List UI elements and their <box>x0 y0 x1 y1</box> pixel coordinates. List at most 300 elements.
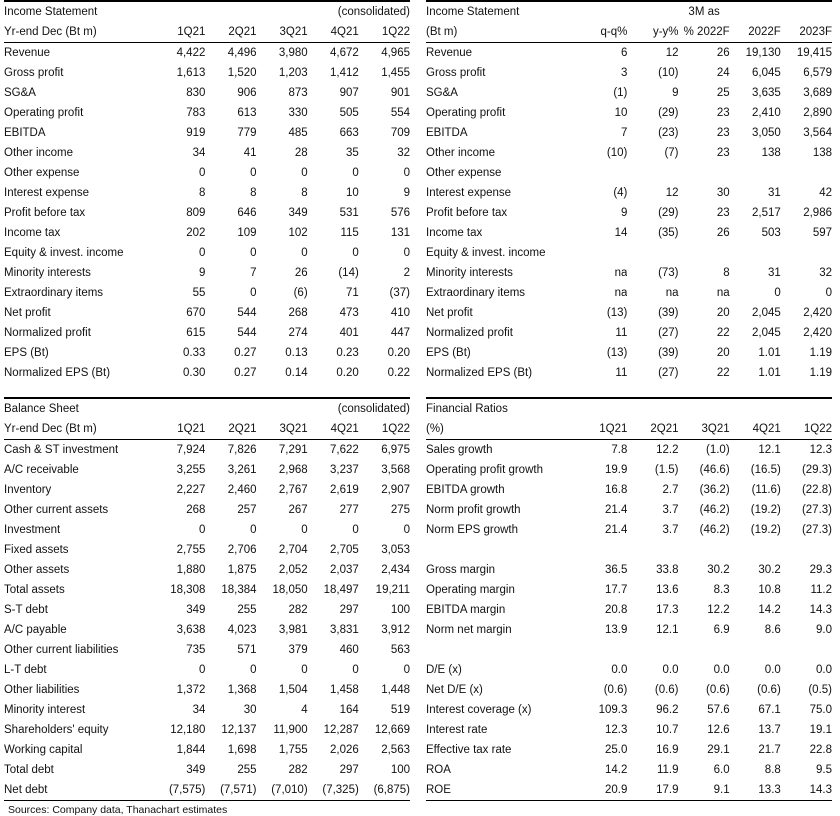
table-row <box>4 183 410 203</box>
row-value: 4,496 <box>227 47 257 59</box>
row-label: Profit before tax <box>4 207 86 219</box>
row-value: 255 <box>237 604 257 616</box>
income-statement-historical-rows <box>4 43 410 384</box>
row-value: 42 <box>819 187 832 199</box>
row-value <box>576 540 627 560</box>
row-value: 19.1 <box>809 724 832 736</box>
row-value <box>576 243 627 263</box>
table-row <box>4 203 410 223</box>
row-value: 519 <box>390 704 410 716</box>
row-value: 33.8 <box>656 564 679 576</box>
row-value: 3,831 <box>330 624 359 636</box>
row-value: 2,026 <box>330 744 359 756</box>
row-value: (23) <box>658 127 679 139</box>
row-value: 6.0 <box>713 764 730 776</box>
row-label: Interest coverage (x) <box>426 704 532 716</box>
table-row <box>426 243 832 263</box>
balance-sheet-title: Balance Sheet <box>4 398 154 419</box>
row-value: 0 <box>774 287 781 299</box>
row-value: 0.0 <box>611 664 628 676</box>
row-value: 11,900 <box>273 724 308 736</box>
row-label: EPS (Bt) <box>4 347 49 359</box>
row-label: Income tax <box>4 227 61 239</box>
row-value: 3,564 <box>803 127 832 139</box>
row-value: 1.01 <box>758 367 781 379</box>
row-value: (35) <box>658 227 679 239</box>
row-value <box>627 640 678 660</box>
row-value: 16.9 <box>656 744 679 756</box>
financial-ratios-header-row <box>426 419 832 440</box>
row-value: 10 <box>346 187 359 199</box>
row-value: 1,203 <box>278 67 308 79</box>
row-label: Norm EPS growth <box>426 524 519 536</box>
row-value: 26 <box>716 227 730 239</box>
row-label: Gross profit <box>4 67 64 79</box>
row-value: 410 <box>390 307 410 319</box>
row-value: 282 <box>288 604 308 616</box>
row-value: 2,410 <box>752 107 781 119</box>
row-value: 267 <box>288 504 308 516</box>
row-value: 96.2 <box>656 704 679 716</box>
column-header-1q22: 1Q22 <box>359 22 410 43</box>
row-value: 615 <box>186 327 206 339</box>
row-value: 0 <box>250 287 257 299</box>
fr-column-header-4q21: 4Q21 <box>730 419 781 440</box>
row-value: 4,422 <box>176 47 206 59</box>
table-row <box>4 323 410 343</box>
row-value: 0.14 <box>285 367 308 379</box>
balance-sheet-table <box>4 397 410 801</box>
row-value: (22.8) <box>801 484 832 496</box>
row-value: 1,455 <box>381 67 410 79</box>
row-value: 2,563 <box>381 744 410 756</box>
row-value: 131 <box>390 227 410 239</box>
row-value: (39) <box>658 307 679 319</box>
income-statement-historical-body <box>4 1 410 43</box>
row-value: 109 <box>237 227 257 239</box>
row-value: 164 <box>339 704 359 716</box>
row-value: 1,368 <box>227 684 257 696</box>
row-value: 0 <box>250 167 257 179</box>
bs-column-header-3q21: 3Q21 <box>257 419 308 440</box>
row-value: 30 <box>716 187 730 199</box>
fr-column-header-2q21: 2Q21 <box>627 419 678 440</box>
row-value: 12.1 <box>656 624 679 636</box>
row-value: 3,237 <box>330 464 359 476</box>
row-value: 544 <box>237 307 257 319</box>
row-value: 14.3 <box>781 780 832 801</box>
table-row <box>4 123 410 143</box>
table-row <box>4 540 410 560</box>
row-value: 1,504 <box>278 684 308 696</box>
row-value: 0 <box>352 167 359 179</box>
row-label: Profit before tax <box>426 207 508 219</box>
row-value: 1,755 <box>278 744 308 756</box>
row-value: 13.3 <box>730 780 781 801</box>
row-value: 0 <box>250 524 257 536</box>
row-value: 2,052 <box>278 564 308 576</box>
row-value: 2,706 <box>227 544 257 556</box>
row-label: Total debt <box>4 764 54 776</box>
row-value: (1.0) <box>706 444 730 456</box>
table-row <box>4 43 410 64</box>
forecast-header-row <box>426 22 832 43</box>
row-label: Norm net margin <box>426 624 512 636</box>
row-value: (16.5) <box>750 464 781 476</box>
row-label: Other assets <box>4 564 70 576</box>
row-value: 1,458 <box>330 684 359 696</box>
row-value: (10) <box>606 147 628 159</box>
table-row <box>4 83 410 103</box>
row-value: 906 <box>237 87 257 99</box>
row-value: 3,635 <box>752 87 781 99</box>
row-value: 14.2 <box>758 604 781 616</box>
row-value: 21.4 <box>604 504 628 516</box>
row-label: Interest rate <box>426 724 488 736</box>
row-label: Effective tax rate <box>426 744 512 756</box>
row-value: 7,291 <box>278 444 308 456</box>
bs-column-header-1q22: 1Q22 <box>359 419 410 440</box>
row-value: 32 <box>397 147 410 159</box>
row-value: 709 <box>390 127 410 139</box>
row-value: 25.0 <box>604 744 628 756</box>
row-value: 6,045 <box>752 67 781 79</box>
table-row <box>4 303 410 323</box>
row-value: 28 <box>294 147 308 159</box>
row-value: (29) <box>658 207 679 219</box>
row-value <box>781 640 832 660</box>
table-row <box>426 283 832 303</box>
section-gap-left <box>4 383 410 397</box>
row-value: 2,767 <box>278 484 308 496</box>
row-label: Norm profit growth <box>426 504 521 516</box>
row-label: Operating profit growth <box>426 464 543 476</box>
row-value: 12.6 <box>707 724 730 736</box>
row-value: 12,287 <box>323 724 359 736</box>
row-value: 3,255 <box>176 464 206 476</box>
row-value: 71 <box>346 287 359 299</box>
row-value: 1,698 <box>227 744 257 756</box>
row-value: 26 <box>716 47 730 59</box>
row-value: (0.6) <box>654 684 679 696</box>
row-value: 554 <box>390 107 410 119</box>
row-value: na <box>716 287 730 299</box>
income-statement-title-row <box>4 1 410 22</box>
row-value: 10.8 <box>758 584 781 596</box>
row-value: 109.3 <box>598 704 628 716</box>
row-value: 330 <box>288 107 308 119</box>
row-value: 2,045 <box>752 307 781 319</box>
row-value: 613 <box>237 107 257 119</box>
row-label: Normalized profit <box>426 327 513 339</box>
row-value: 0 <box>403 524 410 536</box>
table-row <box>426 263 832 283</box>
row-label: Other current liabilities <box>4 644 119 656</box>
row-label: Other current assets <box>4 504 109 516</box>
row-value: 11.9 <box>656 764 679 776</box>
table-row <box>426 63 832 83</box>
row-value: 1,372 <box>176 684 206 696</box>
row-value: 297 <box>339 764 359 776</box>
row-value: 19.9 <box>604 464 628 476</box>
row-value: 1.19 <box>809 347 832 359</box>
row-label: Net profit <box>4 307 51 319</box>
row-value: 19,211 <box>375 584 410 596</box>
balance-sheet-consolidated-note: (consolidated) <box>308 398 410 419</box>
fc-title-filler-1 <box>576 1 627 22</box>
row-value: 447 <box>390 327 410 339</box>
row-value: 21.7 <box>758 744 781 756</box>
row-value: 75.0 <box>809 704 832 716</box>
table-row <box>4 660 410 680</box>
table-row <box>426 740 832 760</box>
row-label: SG&A <box>4 87 36 99</box>
row-value: 13.6 <box>656 584 679 596</box>
row-value: 1,448 <box>381 684 410 696</box>
fr-column-header-1q21: 1Q21 <box>576 419 627 440</box>
row-label: Equity & invest. income <box>4 247 124 259</box>
row-value: 9.5 <box>816 764 832 776</box>
row-value: 9 <box>403 187 410 199</box>
table-row <box>4 760 410 780</box>
row-value: 3,053 <box>381 544 410 556</box>
row-value <box>627 163 678 183</box>
row-label: Income tax <box>426 227 483 239</box>
row-value: 11.2 <box>810 584 832 596</box>
row-label: EBITDA growth <box>426 484 505 496</box>
row-value: 0.0 <box>662 664 679 676</box>
table-row <box>4 223 410 243</box>
fr-column-header-3q21: 3Q21 <box>679 419 730 440</box>
row-value: 14.2 <box>604 764 628 776</box>
row-label: Normalized EPS (Bt) <box>426 367 533 379</box>
row-value: 22 <box>716 367 730 379</box>
row-label: A/C payable <box>4 624 67 636</box>
row-value: 12,137 <box>221 724 257 736</box>
row-value: 34 <box>192 704 206 716</box>
row-value: 0.20 <box>387 347 410 359</box>
balance-sheet-header-row <box>4 419 410 440</box>
bs-column-header-1q21: 1Q21 <box>154 419 205 440</box>
row-value: 2,890 <box>803 107 832 119</box>
row-label: Working capital <box>4 744 83 756</box>
table-row <box>426 700 832 720</box>
fc-title-filler-4 <box>781 1 832 22</box>
row-value <box>576 640 627 660</box>
row-label: Other income <box>426 147 496 159</box>
row-value: 12,180 <box>170 724 206 736</box>
row-value <box>679 640 730 660</box>
row-value: 0.27 <box>234 347 257 359</box>
income-statement-header-row <box>4 22 410 43</box>
row-value: 3,689 <box>803 87 832 99</box>
row-value: 7 <box>250 267 257 279</box>
row-value <box>679 540 730 560</box>
row-value: 9 <box>620 207 628 219</box>
row-value: 12.3 <box>604 724 628 736</box>
financial-ratios-title-row <box>426 398 832 419</box>
table-row <box>426 780 832 801</box>
row-value: 8.6 <box>764 624 781 636</box>
row-value: 9.0 <box>816 624 832 636</box>
row-value: 0 <box>250 664 257 676</box>
column-header-4q21: 4Q21 <box>308 22 359 43</box>
table-row <box>426 460 832 480</box>
row-value: 297 <box>339 604 359 616</box>
row-value: (0.6) <box>706 684 730 696</box>
row-value: 0.20 <box>336 367 359 379</box>
row-value: (6,875) <box>359 780 410 801</box>
row-label: Inventory <box>4 484 52 496</box>
row-value <box>576 163 627 183</box>
row-value: 6 <box>620 47 628 59</box>
column-header-2022f: 2022F <box>730 22 781 43</box>
row-value: 20 <box>716 347 730 359</box>
row-value: (7,325) <box>308 780 359 801</box>
row-label: Normalized profit <box>4 327 91 339</box>
income-statement-consolidated-note: (consolidated) <box>308 1 410 22</box>
row-value: 2,968 <box>278 464 308 476</box>
row-value: 4,023 <box>227 624 257 636</box>
row-value: 3.7 <box>662 504 679 516</box>
table-row <box>426 143 832 163</box>
row-value: 0 <box>250 247 257 259</box>
row-value: 19,130 <box>745 47 781 59</box>
row-value: 2,227 <box>176 484 206 496</box>
row-value: 23 <box>716 107 730 119</box>
row-value: 0 <box>301 247 308 259</box>
row-value <box>679 243 730 263</box>
row-value: 3.7 <box>662 524 679 536</box>
bs-column-header-2q21: 2Q21 <box>205 419 256 440</box>
row-label <box>426 640 576 660</box>
table-row <box>426 223 832 243</box>
row-value: 41 <box>243 147 257 159</box>
row-value: 0.0 <box>713 664 730 676</box>
table-row <box>4 440 410 461</box>
row-value: 10.7 <box>656 724 679 736</box>
row-value: (27.3) <box>801 504 832 516</box>
fc-title-filler-2 <box>627 1 678 22</box>
row-value: 2,420 <box>803 307 832 319</box>
row-label: EBITDA margin <box>426 604 506 616</box>
row-value <box>627 243 678 263</box>
row-value: 646 <box>237 207 257 219</box>
row-value <box>679 163 730 183</box>
row-value: 830 <box>186 87 206 99</box>
row-value: 7,826 <box>227 444 257 456</box>
row-label: Net debt <box>4 780 154 801</box>
row-value: 11 <box>615 367 628 379</box>
row-value: 12 <box>665 47 679 59</box>
table-row <box>426 680 832 700</box>
row-value: (7,575) <box>154 780 205 801</box>
row-value: 505 <box>339 107 359 119</box>
row-value: (29) <box>658 107 679 119</box>
row-value: 2,517 <box>752 207 781 219</box>
row-value: 31 <box>768 267 781 279</box>
row-value: 6,975 <box>381 444 410 456</box>
row-value: 3,050 <box>752 127 781 139</box>
row-value: 100 <box>390 764 410 776</box>
row-label: Total assets <box>4 584 65 596</box>
row-value: (7) <box>664 147 679 159</box>
row-value: na <box>665 287 679 299</box>
row-value: 20.9 <box>576 780 627 801</box>
row-value: 18,050 <box>272 584 308 596</box>
row-value: 2,705 <box>330 544 359 556</box>
row-value: 23 <box>716 127 730 139</box>
row-label: Interest expense <box>4 187 90 199</box>
bs-column-header-4q21: 4Q21 <box>308 419 359 440</box>
row-value: 0 <box>352 664 359 676</box>
row-value: 901 <box>390 87 410 99</box>
row-value: 2,037 <box>330 564 359 576</box>
income-statement-title: Income Statement <box>4 1 154 22</box>
row-value: 8 <box>723 267 730 279</box>
row-value <box>781 243 832 263</box>
row-label: EBITDA <box>426 127 468 139</box>
row-value <box>781 540 832 560</box>
row-value: 20.8 <box>604 604 628 616</box>
income-statement-unit-label: Yr-end Dec (Bt m) <box>4 22 154 43</box>
income-statement-table-forecast <box>426 0 832 383</box>
forecast-group-header-3m-as: 3M as <box>679 1 730 22</box>
bs-title-filler-3 <box>257 398 308 419</box>
row-label: Other income <box>4 147 74 159</box>
row-value: 485 <box>288 127 308 139</box>
table-row <box>426 720 832 740</box>
row-label: Net profit <box>426 307 473 319</box>
row-value: 503 <box>761 227 781 239</box>
row-value: 11 <box>615 327 628 339</box>
row-value: 1,880 <box>176 564 206 576</box>
row-label: S-T debt <box>4 604 48 616</box>
row-value <box>730 640 781 660</box>
row-value: 12.2 <box>656 444 679 456</box>
sources-note: Sources: Company data, Thanachart estimates <box>8 804 228 816</box>
row-label: Sales growth <box>426 444 493 456</box>
table-row <box>426 440 832 461</box>
table-row <box>4 500 410 520</box>
row-value: 100 <box>390 604 410 616</box>
row-value: 30 <box>243 704 257 716</box>
row-label: Extraordinary items <box>4 287 104 299</box>
row-value: 30.2 <box>758 564 781 576</box>
row-label: Fixed assets <box>4 544 69 556</box>
row-value: na <box>614 287 628 299</box>
row-value: (4) <box>613 187 628 199</box>
row-value: 2 <box>403 267 410 279</box>
row-label: Equity & invest. income <box>426 247 546 259</box>
row-value: 4,965 <box>381 47 410 59</box>
table-row <box>4 640 410 660</box>
row-value: 2,704 <box>278 544 308 556</box>
row-value: 0 <box>352 524 359 536</box>
table-row <box>426 343 832 363</box>
row-value <box>781 163 832 183</box>
financial-ratios-table <box>426 397 832 801</box>
row-value: (27.3) <box>801 524 832 536</box>
row-label: ROA <box>426 764 451 776</box>
row-label: L-T debt <box>4 664 47 676</box>
row-value: 7,622 <box>330 444 359 456</box>
section-gap-right <box>426 383 832 397</box>
row-value: 138 <box>761 147 781 159</box>
row-value: 31 <box>768 187 781 199</box>
row-value: 9 <box>198 267 206 279</box>
row-value: 18,308 <box>170 584 206 596</box>
